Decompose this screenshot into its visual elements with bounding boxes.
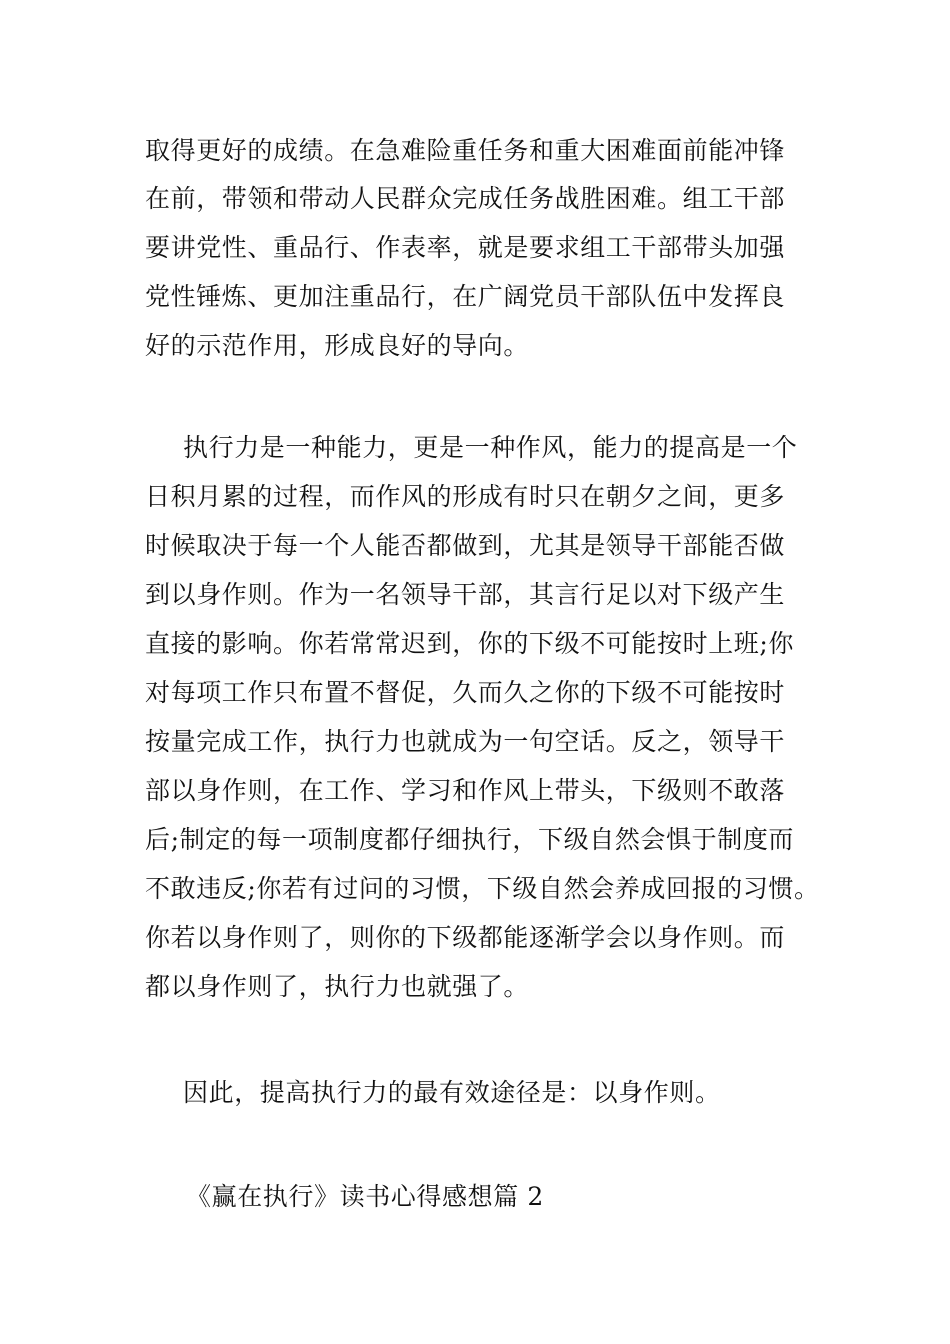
- text-line: 好的示范作用，形成良好的导向。: [145, 331, 530, 360]
- text-line: 按量完成工作，执行力也就成为一句空话。反之，领导干: [145, 727, 786, 756]
- text-line: 取得更好的成绩。在急难险重任务和重大困难面前能冲锋: [145, 136, 786, 165]
- text-line: 因此，提高执行力的最有效途径是：以身作则。: [183, 1078, 721, 1107]
- text-line: 日积月累的过程，而作风的形成有时只在朝夕之间，更多: [145, 482, 786, 511]
- text-line: 党性锤炼、更加注重品行，在广阔党员干部队伍中发挥良: [145, 282, 786, 311]
- text-line: 时候取决于每一个人能否都做到，尤其是领导干部能否做: [145, 531, 786, 560]
- text-line: 部以身作则，在工作、学习和作风上带头，下级则不敢落: [145, 776, 786, 805]
- text-line: 在前，带领和带动人民群众完成任务战胜困难。组工干部: [145, 184, 786, 213]
- text-line: 都以身作则了，执行力也就强了。: [145, 972, 530, 1001]
- text-line: 对每项工作只布置不督促，久而久之你的下级不可能按时: [145, 678, 786, 707]
- text-line: 执行力是一种能力，更是一种作风，能力的提高是一个: [183, 433, 798, 462]
- text-line: 你若以身作则了，则你的下级都能逐渐学会以身作则。而: [145, 923, 786, 952]
- text-line: 后;制定的每一项制度都仔细执行，下级自然会惧于制度而: [145, 825, 795, 854]
- text-line: 到以身作则。作为一名领导干部，其言行足以对下级产生: [145, 580, 786, 609]
- text-line: 要讲党性、重品行、作表率，就是要求组工干部带头加强: [145, 233, 786, 262]
- text-line: 直接的影响。你若常常迟到，你的下级不可能按时上班;你: [145, 629, 795, 658]
- text-line: 不敢违反;你若有过问的习惯，下级自然会养成回报的习惯。: [145, 874, 820, 903]
- section-heading: 《赢在执行》读书心得感想篇 2: [186, 1182, 544, 1211]
